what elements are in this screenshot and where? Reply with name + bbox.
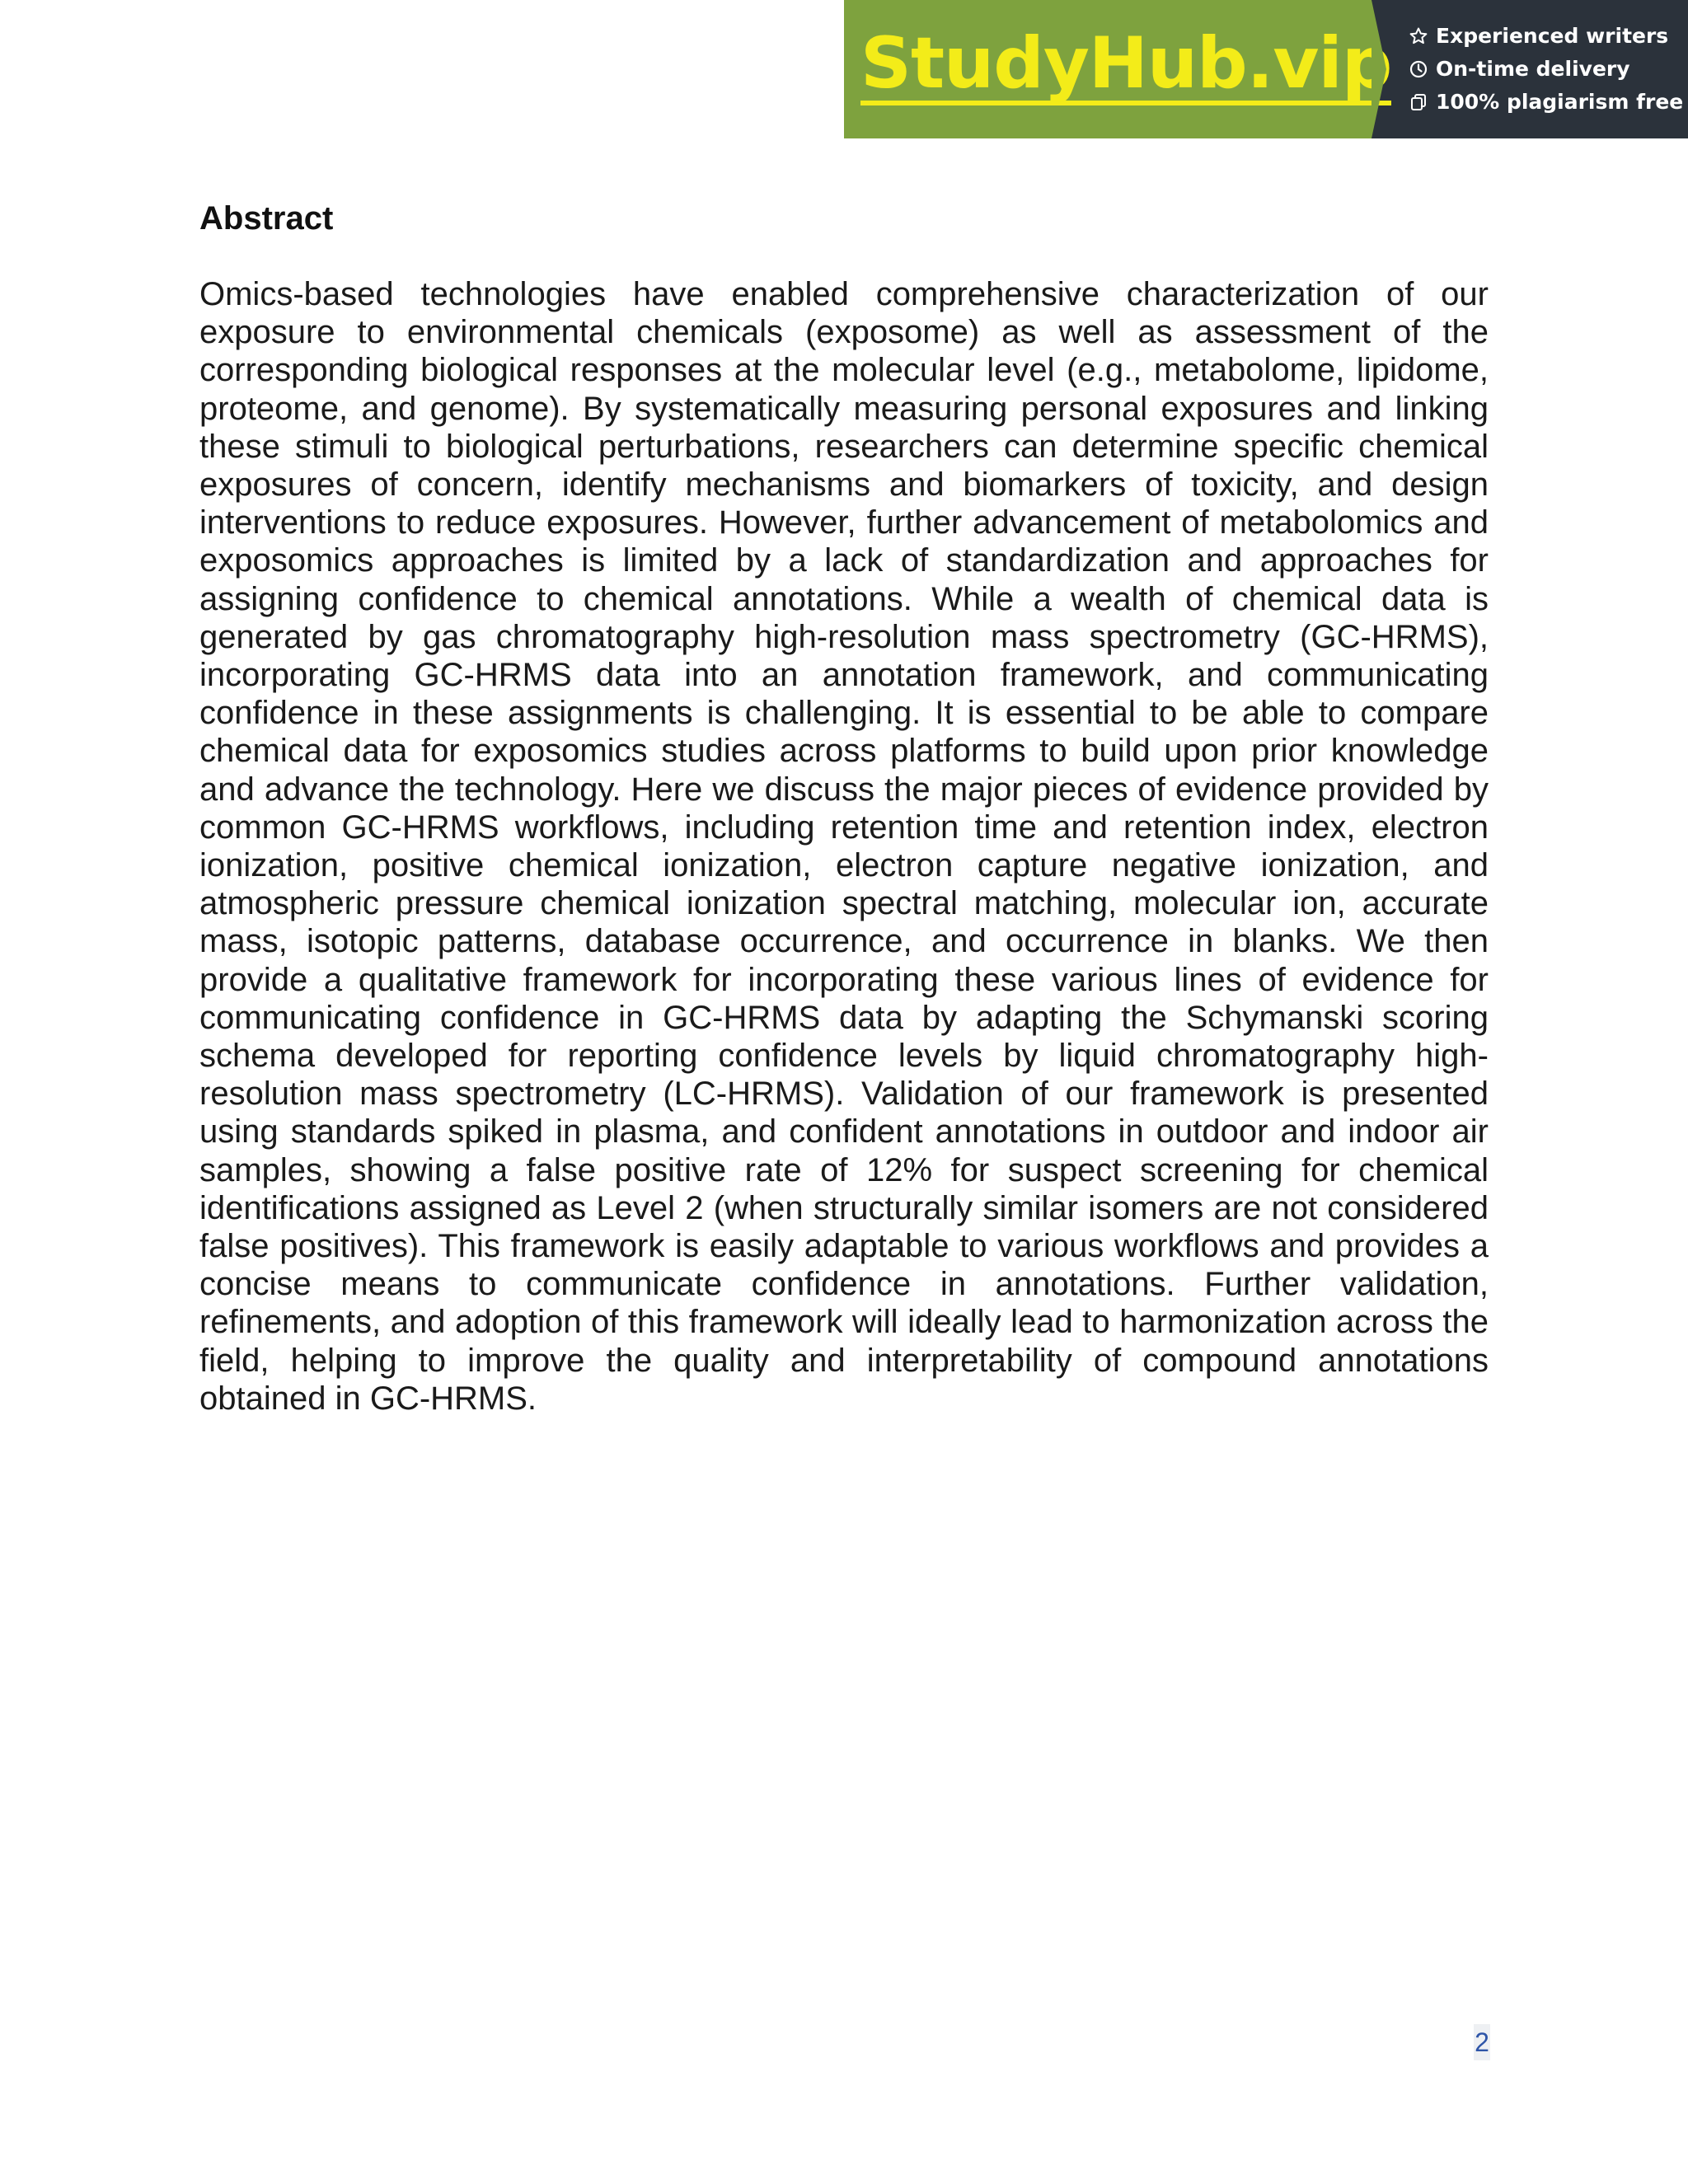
page-number: 2	[1474, 2024, 1490, 2060]
star-icon	[1408, 26, 1429, 47]
brand-logo[interactable]	[844, 0, 1392, 138]
feature-list	[1372, 0, 1688, 138]
feature-label: 100% plagiarism free	[1436, 90, 1684, 114]
studyhub-banner[interactable]	[844, 0, 1688, 138]
abstract-heading: Abstract	[199, 200, 334, 237]
feature-label: On-time delivery	[1436, 57, 1630, 81]
brand-name: StudyHub.vip	[860, 22, 1392, 105]
document-body	[199, 196, 1489, 1418]
clock-icon	[1408, 59, 1429, 80]
copy-icon	[1408, 91, 1429, 113]
feature-experienced-writers	[1408, 24, 1688, 49]
feature-label: Experienced writers	[1436, 24, 1669, 48]
feature-plagiarism-free	[1408, 90, 1688, 115]
feature-on-time-delivery	[1408, 57, 1688, 82]
abstract-text: Omics-based technologies have enabled comprehensive characterization of our exposure to environmental chemicals (exposome) as well as assessment of the corresponding biological responses at the molecular level (e.g., metabolome, lipidome, proteome, and genome). By systematically measuring personal exposures and linking these stimuli to biological perturbations, researchers can determine specific chemical exposures of concern, identify mechanisms and biomarkers of toxicity, and design interventions to reduce exposures. However, further advancement of metabolomics and exposomics approaches is limited by a lack of standardization and approaches for assigning confidence to chemical annotations. While a wealth of chemical data is generated by gas chromatography high-resolution mass spectrometry (GC-HRMS), incorporating GC-HRMS data into an annotation framework, and communicating confidence in these assignments is challenging. It is essential to be able to compare chemical data for exposomics studies across platforms to build upon prior knowledge and advance the technology. Here we discuss the major pieces of evidence provided by common GC-HRMS workflows, including retention time and retention index, electron ionization, positive chemical ionization, electron capture negative ionization, and atmospheric pressure chemical ionization spectral matching, molecular ion, accurate mass, isotopic patterns, database occurrence, and occurrence in blanks. We then provide a qualitative framework for incorporating these various lines of evidence for communicating confidence in GC-HRMS data by adapting the Schymanski scoring schema developed for reporting confidence levels by liquid chromatography high-resolution mass spectrometry (LC-HRMS). Validation of our framework is presented using standards spiked in plasma, and confident annotations in outdoor and indoor air samples, showing a false positive rate of 12% for suspect screening for chemical identifications assigned as Level 2 (when structurally similar isomers are not considered false positives). This framework is easily adaptable to various workflows and provides a concise means to communicate confidence in annotations. Further validation, refinements, and adoption of this framework will ideally lead to harmonization across the field, helping to improve the quality and interpretability of compound annotations obtained in GC-HRMS.	[199, 276, 1489, 1417]
